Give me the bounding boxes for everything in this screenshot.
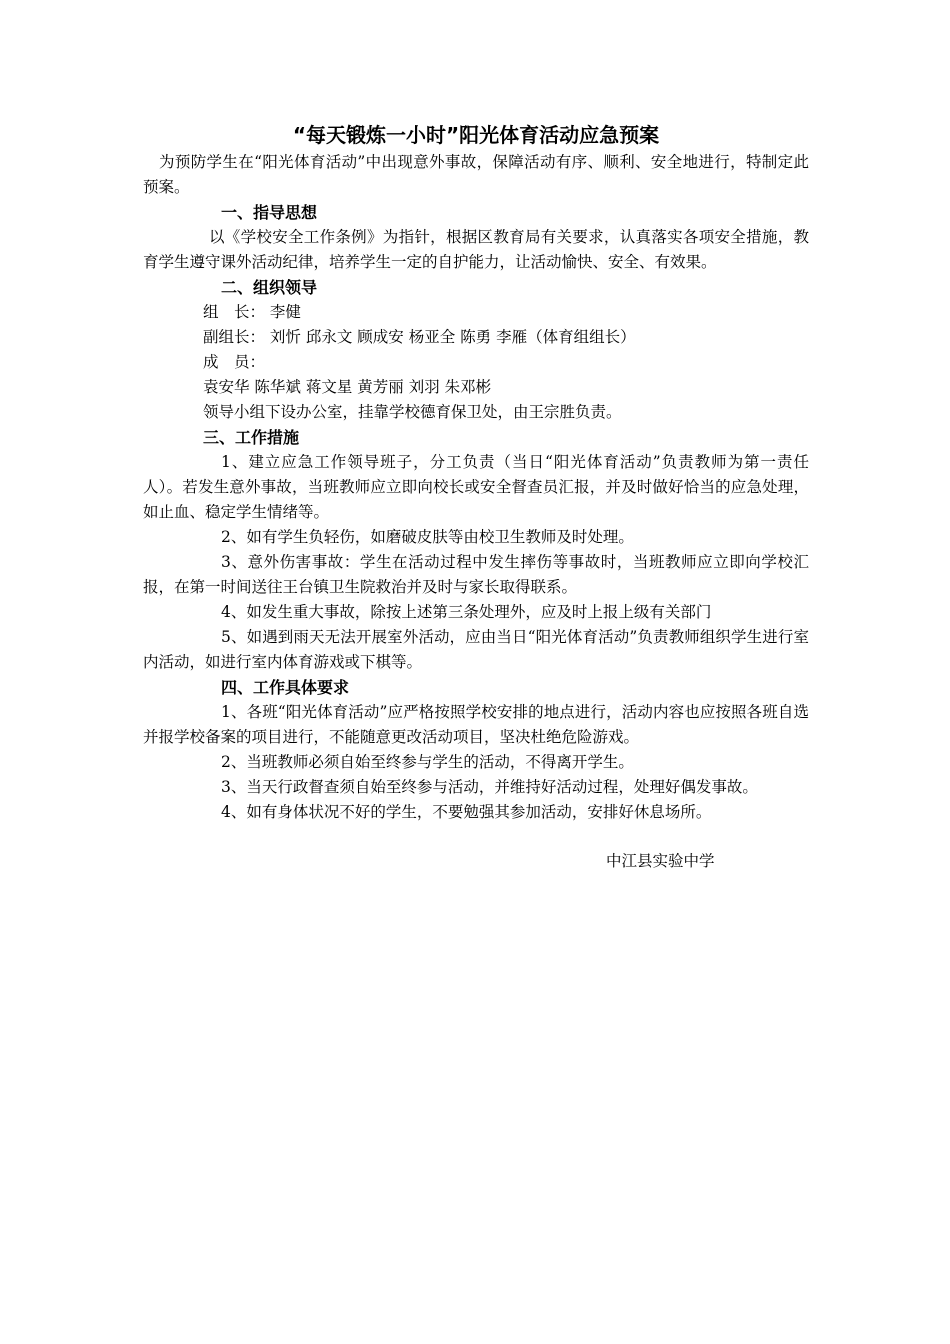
school-signature: 中江县实验中学 (606, 852, 715, 870)
intro-paragraph: 为预防学生在“阳光体育活动”中出现意外事故，保障活动有序、顺利、安全地进行，特制定此预案。 (143, 153, 809, 196)
measure-item: 2、如有学生负轻伤，如磨破皮肤等由校卫生教师及时处理。 (221, 528, 634, 546)
measure-item: 3、意外伤害事故：学生在活动过程中发生摔伤等事故时，当班教师应立即向学校汇报，在第一时间送往王台镇卫生院救治并及时与家长取得联系。 (143, 553, 809, 596)
section-heading-requirements: 四、工作具体要求 (221, 678, 350, 697)
section-heading-guiding-principle: 一、指导思想 (221, 203, 318, 222)
members-label: 成 员： (203, 353, 266, 371)
deputy-leader-line: 副组长： 刘忻 邱永文 顾成安 杨亚全 陈勇 李雁（体育组组长） (203, 328, 636, 346)
requirement-item: 4、如有身体状况不好的学生，不要勉强其参加活动，安排好休息场所。 (221, 803, 712, 821)
section-heading-work-measures: 三、工作措施 (203, 428, 300, 447)
members-list: 袁安华 陈华斌 蒋文星 黄芳丽 刘羽 朱邓彬 (203, 378, 492, 396)
measure-item: 5、如遇到雨天无法开展室外活动，应由当日“阳光体育活动”负责教师组织学生进行室内活动，如进行室内体育游戏或下棋等。 (143, 628, 809, 671)
requirement-item: 1、各班“阳光体育活动”应严格按照学校安排的地点进行，活动内容也应按照各班自选并报学校备案的项目进行，不能随意更改活动项目，坚决杜绝危险游戏。 (143, 703, 809, 746)
measure-item: 4、如发生重大事故，除按上述第三条处理外，应及时上报上级有关部门 (221, 603, 712, 621)
requirement-item: 3、当天行政督查须自始至终参与活动，并维持好活动过程，处理好偶发事故。 (221, 778, 758, 796)
leader-line: 组 长： 李健 (203, 303, 301, 321)
office-line: 领导小组下设办公室，挂靠学校德育保卫处，由王宗胜负责。 (203, 403, 622, 421)
section-heading-organization: 二、组织领导 (221, 278, 318, 297)
requirement-item: 2、当班教师必须自始至终参与学生的活动，不得离开学生。 (221, 753, 634, 771)
guiding-principle-paragraph: 以《学校安全工作条例》为指针，根据区教育局有关要求，认真落实各项安全措施，教育学生遵守课外活动纪律，培养学生一定的自护能力，让活动愉快、安全、有效果。 (143, 228, 809, 271)
document-body (143, 122, 809, 874)
measure-item: 1、建立应急工作领导班子，分工负责（当日“阳光体育活动”负责教师为第一责任人）。若发生意外事故，当班教师应立即向校长或安全督查员汇报，并及时做好恰当的应急处理，如止血、稳定学生情绪等。 (143, 453, 809, 521)
document-title: “每天锻炼一小时”阳光体育活动应急预案 (292, 123, 660, 147)
